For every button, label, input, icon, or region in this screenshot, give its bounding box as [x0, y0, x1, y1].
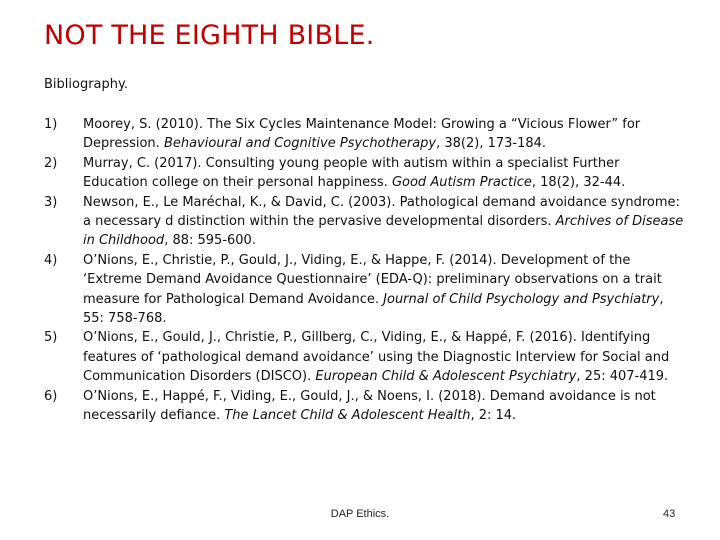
reference-details: , 25: 407-419.: [576, 369, 669, 385]
reference-details: , 2: 14.: [470, 408, 517, 424]
reference-item: [44, 387, 684, 426]
reference-main: Moorey, S. (2010). The Six Cycles Maintenance Model: Growing a “Vicious Flower” for Depression.: [83, 117, 641, 152]
reference-text: [83, 154, 684, 193]
reference-text: [83, 193, 684, 251]
reference-item: [44, 193, 684, 251]
reference-details: , 38(2), 173-184.: [436, 136, 547, 152]
reference-details: , 88: 595-600.: [164, 233, 256, 249]
slide-subtitle: Bibliography.: [44, 77, 128, 92]
slide-title: NOT THE EIGHTH BIBLE.: [44, 20, 375, 51]
reference-item: [44, 251, 684, 329]
reference-journal: Behavioural and Cognitive Psychotherapy: [163, 136, 437, 152]
reference-main: Murray, C. (2017). Consulting young people with autism within a specialist Further Education college on their personal happiness.: [83, 155, 620, 191]
page-number: 43: [663, 508, 676, 520]
reference-number: 2): [44, 155, 58, 171]
reference-main: O’Nions, E., Happé, F., Viding, E., Gould, J., & Noens, I. (2018). Demand avoidance is not necessarily defiance.: [83, 388, 656, 424]
reference-number: 4): [44, 252, 58, 268]
reference-item: [44, 328, 684, 386]
reference-details: , 55: 758-768.: [83, 291, 664, 327]
reference-item: [44, 154, 684, 193]
reference-list: [44, 115, 684, 426]
reference-journal: Good Autism Practice: [391, 175, 532, 191]
reference-text: [83, 251, 684, 329]
reference-main: O’Nions, E., Gould, J., Christie, P., Gillberg, C., Viding, E., & Happé, F. (2016). Identifying features of ‘pathological demand avoidance’ using the Diagnostic Interview for Social and Communication Disorders (DISCO).: [83, 330, 670, 385]
reference-journal: Archives of Disease in Childhood: [83, 214, 684, 249]
reference-main: O’Nions, E., Christie, P., Gould, J., Viding, E., & Happe, F. (2014). Development of the ‘Extreme Demand Avoidance Questionnaire’ (EDA-Q): preliminary observations on a trait measure for Pathological Demand Avoidance.: [83, 252, 662, 307]
reference-text: [83, 115, 684, 154]
reference-text: [83, 387, 684, 426]
slide-footer: DAP Ethics.: [330, 508, 390, 520]
reference-journal: European Child & Adolescent Psychiatry: [315, 369, 577, 385]
reference-journal: The Lancet Child & Adolescent Health: [224, 408, 471, 424]
reference-number: 5): [44, 330, 58, 346]
reference-item: [44, 115, 684, 154]
reference-text: [83, 328, 684, 386]
reference-number: 3): [44, 194, 58, 210]
reference-details: , 18(2), 32-44.: [531, 175, 626, 191]
reference-number: 6): [44, 388, 58, 404]
reference-journal: Journal of Child Psychology and Psychiatry: [383, 291, 660, 307]
reference-number: 1): [44, 117, 58, 132]
reference-main: Newson, E., Le Maréchal, K., & David, C. (2003). Pathological demand avoidance syndrome: a necessary d distinction within the pervasive developmental disorders.: [83, 194, 680, 230]
